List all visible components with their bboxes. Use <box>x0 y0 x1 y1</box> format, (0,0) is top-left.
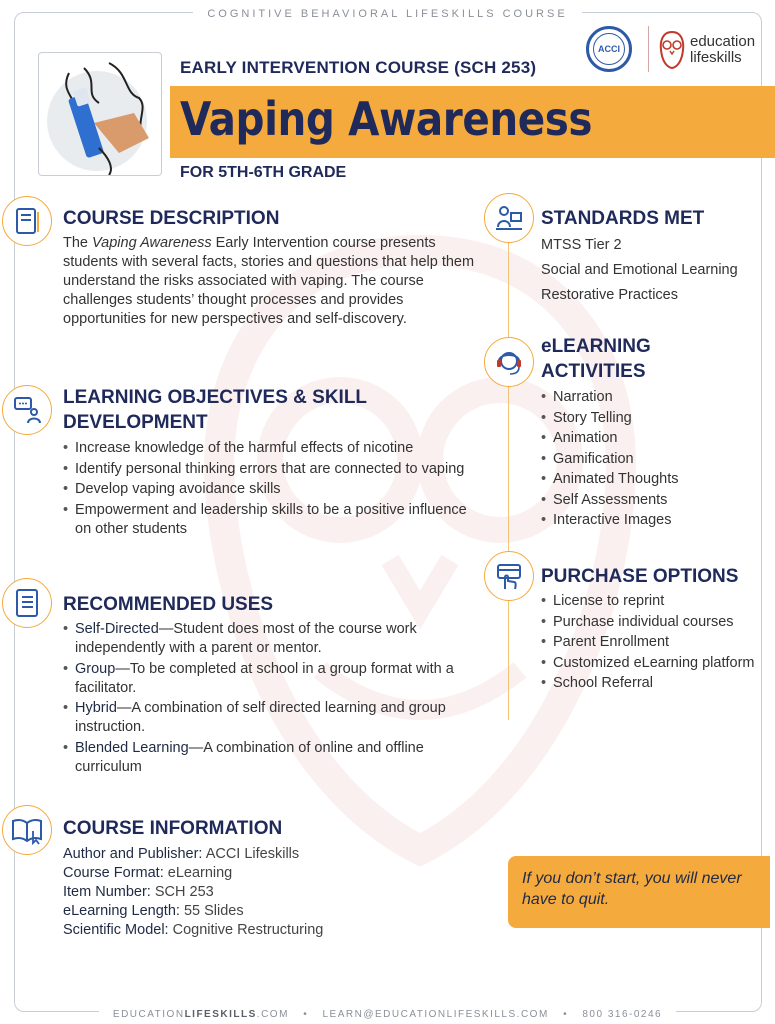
info-value: eLearning <box>167 865 233 881</box>
checklist-tablet-icon <box>2 578 52 628</box>
standards-met-title: STANDARDS MET <box>541 208 705 229</box>
logo-group <box>586 26 766 74</box>
list-item: • Narration <box>541 388 771 407</box>
list-item <box>63 699 463 737</box>
list-item: Restorative Practices <box>541 287 678 303</box>
footer-phone: 800 316-0246 <box>582 1009 663 1020</box>
owl-logo-icon <box>658 30 686 70</box>
info-row <box>63 864 483 883</box>
person-computer-icon <box>484 193 534 243</box>
brand-name: education lifeskills <box>690 33 756 66</box>
learning-objectives-list <box>63 439 473 540</box>
right-column-divider <box>508 240 509 720</box>
logo-divider <box>648 26 649 72</box>
list-item: • License to reprint <box>541 592 766 611</box>
use-term: Group <box>75 660 116 677</box>
grade-line: FOR 5TH-6TH GRADE <box>180 164 347 181</box>
course-information-list <box>63 845 483 940</box>
course-information-title: COURSE INFORMATION <box>63 818 283 839</box>
elearning-activities-list <box>541 388 771 532</box>
info-value: Cognitive Restructuring <box>172 922 324 938</box>
use-term: Blended Learning <box>75 739 189 756</box>
list-item: • Purchase individual courses <box>541 613 766 632</box>
footer-website[interactable]: EDUCATIONLIFESKILLS.COM <box>112 1009 289 1020</box>
list-item: MTSS Tier 2 <box>541 237 622 253</box>
list-item <box>63 660 463 698</box>
list-item: • Animated Thoughts <box>541 470 771 489</box>
info-label: eLearning Length: <box>63 903 184 919</box>
list-item: • Increase knowledge of the harmful effects of nicotine <box>63 439 473 458</box>
list-item: • Animation <box>541 429 771 448</box>
quote-box: If you don’t start, you will never have to quit. <box>508 856 770 928</box>
book-icon <box>2 196 52 246</box>
top-label: COGNITIVE BEHAVIORAL LIFESKILLS COURSE <box>0 4 775 22</box>
list-item: • Customized eLearning platform <box>541 654 766 673</box>
info-label: Course Format: <box>63 865 168 881</box>
info-row <box>63 883 483 902</box>
list-item: • Gamification <box>541 450 771 469</box>
standards-met-list <box>541 236 771 311</box>
list-item <box>63 739 463 777</box>
use-desc: —A combination of self directed learning and group instruction. <box>75 700 446 735</box>
use-desc: —A combination of online and offline curriculum <box>75 739 424 775</box>
recommended-uses-list <box>63 620 463 778</box>
purchase-options-list <box>541 592 766 695</box>
info-row <box>63 921 483 940</box>
list-item: • Interactive Images <box>541 511 771 530</box>
use-desc: —To be completed at school in a group format with a facilitator. <box>75 660 454 696</box>
info-value: SCH 253 <box>154 884 214 900</box>
learning-objectives-title: LEARNING OBJECTIVES & SKILL DEVELOPMENT <box>63 387 368 433</box>
use-term: Hybrid <box>75 700 117 716</box>
list-item: • Identify personal thinking errors that are connected to vaping <box>63 460 473 479</box>
info-value: 55 Slides <box>183 903 244 919</box>
page-title: Vaping Awareness <box>180 92 593 146</box>
info-label: Author and Publisher: <box>63 846 206 862</box>
acci-badge-icon: ACCI <box>586 26 632 72</box>
list-item: Social and Emotional Learning <box>541 262 738 278</box>
footer-email[interactable]: LEARN@EDUCATIONLIFESKILLS.COM <box>322 1009 549 1020</box>
use-desc: —Student does most of the course work independently with a parent or mentor. <box>75 621 417 656</box>
info-label: Scientific Model: <box>63 922 173 938</box>
headset-globe-icon <box>484 337 534 387</box>
hand-card-icon <box>484 551 534 601</box>
footer: EDUCATIONLIFESKILLS.COM • LEARN@EDUCATIONLIFESKILLS.COM • 800 316-0246 <box>0 1004 775 1022</box>
list-item <box>63 620 463 658</box>
elearning-activities-title: eLEARNING ACTIVITIES <box>541 336 651 382</box>
info-row <box>63 845 483 864</box>
course-description-text: The Vaping Awareness Early Intervention course presents students with several facts, stories and questions that help them understand the risks associated with vaping. The course challenges students’ thought processes and provides opportunities for new perspectives and self-discovery. <box>63 235 475 327</box>
course-description-title: COURSE DESCRIPTION <box>63 208 280 229</box>
recommended-uses-title: RECOMMENDED USES <box>63 594 274 615</box>
info-value: ACCI Lifeskills <box>205 846 300 862</box>
open-book-cursor-icon <box>2 805 52 855</box>
hero-vape-illustration <box>38 52 162 176</box>
list-item: • Story Telling <box>541 409 771 428</box>
info-row <box>63 902 483 921</box>
speech-person-icon <box>2 385 52 435</box>
list-item: • Empowerment and leadership skills to be a positive influence on other students <box>63 501 473 539</box>
purchase-options-title: PURCHASE OPTIONS <box>541 566 739 587</box>
list-item: • Self Assessments <box>541 491 771 510</box>
info-label: Item Number: <box>63 884 155 900</box>
list-item: • School Referral <box>541 674 766 693</box>
list-item: • Parent Enrollment <box>541 633 766 652</box>
course-code-line: EARLY INTERVENTION COURSE (SCH 253) <box>180 58 537 77</box>
use-term: Self-Directed <box>75 621 159 637</box>
list-item: • Develop vaping avoidance skills <box>63 480 473 499</box>
